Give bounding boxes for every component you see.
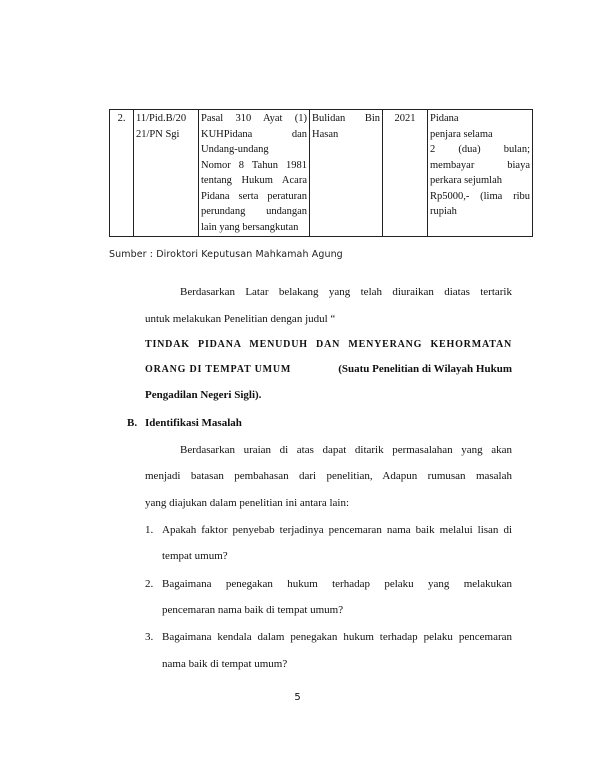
list-item-number: 3. bbox=[145, 631, 154, 643]
case-table bbox=[109, 109, 533, 237]
year: 2021 bbox=[394, 113, 416, 124]
research-title-line: TINDAK PIDANA MENUDUH DAN MENYERANG KEHORMATAN bbox=[145, 339, 512, 350]
section-paragraph-line: Berdasarkan uraian di atas dapat ditarik permasalahan yang akan bbox=[180, 444, 512, 456]
section-heading: Identifikasi Masalah bbox=[145, 417, 242, 429]
row-number-cell bbox=[110, 110, 134, 237]
research-title-caps: ORANG DI TEMPAT UMUM bbox=[145, 364, 292, 375]
section-marker: B. bbox=[127, 417, 138, 429]
verdict-line: rupiah bbox=[430, 206, 457, 217]
article-line: lain yang bersangkutan bbox=[201, 221, 299, 233]
list-item-line: tempat umum? bbox=[162, 550, 228, 562]
list-item-line: Apakah faktor penyebab terjadinya pencemaran nama baik melalui lisan di bbox=[162, 524, 512, 536]
defendant-line: Hasan bbox=[312, 128, 339, 140]
year-cell bbox=[383, 110, 428, 237]
article-line: Undang-undang bbox=[201, 144, 269, 155]
article-line: KUHPidana dan bbox=[201, 128, 307, 140]
defendant-line: Bulidan Bin bbox=[312, 113, 380, 124]
table-source-caption: Sumber : Diroktori Keputusan Mahkamah Agung bbox=[109, 249, 343, 260]
verdict-line: Pidana bbox=[430, 113, 459, 124]
article-line: Nomor 8 Tahun 1981 bbox=[201, 159, 307, 171]
article-line: Pasal 310 Ayat (1) bbox=[201, 113, 307, 124]
list-item-line: nama baik di tempat umum? bbox=[162, 658, 288, 670]
article-line: perundang undangan bbox=[201, 206, 307, 217]
verdict-cell bbox=[428, 110, 533, 237]
list-item-line: Bagaimana kendala dalam penegakan hukum terhadap pelaku pencemaran bbox=[162, 631, 512, 643]
verdict-line: perkara sejumlah bbox=[430, 175, 503, 186]
case-number-line: 21/PN Sgi bbox=[136, 128, 180, 140]
list-item-line: Bagaimana penegakan hukum terhadap pelaku yang melakukan bbox=[162, 578, 512, 590]
research-title-line bbox=[145, 363, 512, 375]
article-line: Pidana serta peraturan bbox=[201, 190, 307, 202]
list-item-line: pencemaran nama baik di tempat umum? bbox=[162, 604, 344, 616]
verdict-line: Rp5000,- (lima ribu bbox=[430, 190, 530, 202]
list-item-number: 2. bbox=[145, 578, 154, 590]
defendant-cell bbox=[310, 110, 383, 237]
verdict-line: penjara selama bbox=[430, 128, 493, 140]
article-cell bbox=[199, 110, 310, 237]
research-title-rest: (Suatu Penelitian di Wilayah Hukum bbox=[338, 363, 512, 375]
intro-line: untuk melakukan Penelitian dengan judul “ bbox=[145, 313, 336, 325]
case-number-line: 11/Pid.B/20 bbox=[136, 113, 187, 124]
research-title-line: Pengadilan Negeri Sigli). bbox=[145, 389, 262, 401]
row-number: 2. bbox=[117, 113, 126, 124]
article-line: tentang Hukum Acara bbox=[201, 175, 307, 186]
verdict-line: membayar biaya bbox=[430, 159, 530, 171]
intro-line: Berdasarkan Latar belakang yang telah diuraikan diatas tertarik bbox=[180, 286, 512, 298]
case-number-cell bbox=[134, 110, 199, 237]
page-number: 5 bbox=[294, 692, 301, 703]
list-item-number: 1. bbox=[145, 524, 154, 536]
verdict-line: 2 (dua) bulan; bbox=[430, 144, 530, 155]
table-row bbox=[110, 110, 533, 237]
section-paragraph-line: menjadi batasan pembahasan dari penelitian, Adapun rumusan masalah bbox=[145, 470, 512, 482]
section-paragraph-line: yang diajukan dalam penelitian ini antara lain: bbox=[145, 497, 350, 509]
